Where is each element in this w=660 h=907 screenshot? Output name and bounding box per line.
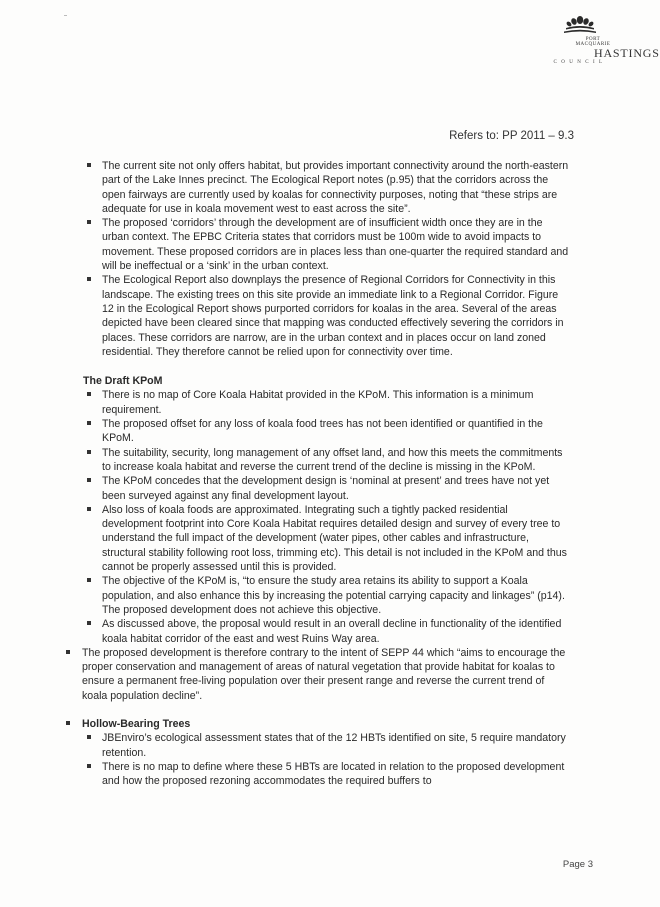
list-item-text: The suitability, security, long management of any offset land, and how this meets the commitments to increase koala habitat and reverse the current trend of the decline is missing in the KPoM. bbox=[102, 446, 563, 473]
list-item bbox=[56, 731, 570, 760]
list-item bbox=[56, 388, 570, 417]
bullet-icon bbox=[66, 650, 70, 654]
list-item bbox=[56, 273, 570, 359]
list-item bbox=[56, 446, 570, 475]
bullet-icon bbox=[87, 578, 91, 582]
scan-mark bbox=[64, 15, 67, 16]
bullet-icon bbox=[87, 507, 91, 511]
logo-line-2: HASTINGS bbox=[594, 46, 660, 60]
top-bullet-list bbox=[56, 159, 570, 359]
council-logo bbox=[548, 14, 660, 66]
logo-emblem-icon bbox=[560, 14, 600, 36]
list-item-text: The objective of the KPoM is, “to ensure the study area retains its ability to support a Koala population, and also enhance this by increasing the potential carrying capacity and linkages” (p14). The proposed development does not achieve this objective. bbox=[102, 575, 565, 616]
bullet-icon bbox=[87, 163, 91, 167]
list-item-text: Also loss of koala foods are approximated. Integrating such a tightly packed residential development footprint into Core Koala Habitat requires detailed design and survey of every tree to understand the full impact of the development (water pipes, other cables and infrastructure, structural stability following root loss, trimming etc). This detail is not included in the KPoM and thus cannot be properly assessed until this is provided. bbox=[102, 503, 567, 574]
list-item-text: The current site not only offers habitat, but provides important connectivity around the north-eastern part of the Lake Innes precinct. The Ecological Report notes (p.95) that the corridors across the open fairways are currently used by koalas for connectivity purposes, noting that “these strips are adequate for use in koala movement west to east across the site”. bbox=[102, 160, 569, 215]
list-item-text: The proposed ‘corridors’ through the development are of insufficient width once they are in the urban context. The EPBC Criteria states that corridors must be 100m wide to avoid impacts to movement. These proposed corridors are in places less than one-quarter the required standard and will be ineffectual or a ‘sink’ in the urban context. bbox=[102, 217, 569, 273]
list-item bbox=[56, 503, 570, 574]
list-item bbox=[56, 216, 570, 273]
list-item-text: The proposed development is therefore contrary to the intent of SEPP 44 which “aims to encourage the proper conservation and management of areas of natural vegetation that provide habitat for koalas to ensure a permanent free-living population over their present range and reverse the current trend of koala population decline”. bbox=[82, 646, 566, 702]
logo-line-3: COUNCIL bbox=[553, 60, 607, 65]
list-item bbox=[56, 646, 570, 703]
list-item bbox=[56, 617, 570, 646]
bullet-icon bbox=[87, 735, 91, 739]
list-item bbox=[56, 717, 570, 731]
list-item-text: The proposed offset for any loss of koala food trees has not been identified or quantified in the KPoM. bbox=[102, 418, 543, 445]
bullet-icon bbox=[87, 621, 91, 625]
list-item-text: As discussed above, the proposal would result in an overall decline in functionality of the identified koala habitat corridor of the east and west Ruins Way area. bbox=[102, 618, 562, 645]
list-item-text: The Ecological Report also downplays the presence of Regional Corridors for Connectivity in this landscape. The existing trees on this site provide an immediate link to a Regional Corridor. Figure 12 in the Ecological Report shows purported corridors for koalas in the area. Several of the areas depicted have been cleared since that mapping was conducted effectively severing the corridors in places. These corridors are narrow, are in the urban context and in places occur on land zoned residential. They therefore cannot be relied upon for connectivity over time. bbox=[102, 274, 564, 358]
document-body bbox=[56, 159, 570, 788]
bullet-icon bbox=[87, 220, 91, 224]
hbt-section bbox=[56, 717, 570, 731]
bullet-icon bbox=[87, 450, 91, 454]
bullet-icon bbox=[87, 392, 91, 396]
bullet-icon bbox=[87, 277, 91, 281]
logo-line-1: PORT MACQUARIE bbox=[575, 37, 611, 47]
list-item-text: The KPoM concedes that the development design is ‘nominal at present’ and trees have not yet been surveyed against any final development layout. bbox=[102, 475, 550, 502]
list-item bbox=[56, 417, 570, 446]
hbt-bullet-list bbox=[56, 731, 570, 788]
bullet-icon bbox=[66, 721, 70, 725]
page-number: Page 3 bbox=[562, 859, 593, 870]
bullet-icon bbox=[87, 478, 91, 482]
kpom-heading: The Draft KPoM bbox=[83, 375, 163, 388]
list-item bbox=[56, 574, 570, 617]
kpom-bullet-list bbox=[56, 388, 570, 645]
list-item bbox=[56, 474, 570, 503]
spacer bbox=[56, 703, 570, 717]
list-item-text: JBEnviro’s ecological assessment states that of the 12 HBTs identified on site, 5 require mandatory retention. bbox=[102, 732, 566, 759]
list-item-text: There is no map of Core Koala Habitat provided in the KPoM. This information is a minimum requirement. bbox=[102, 389, 534, 416]
list-item bbox=[56, 760, 570, 789]
list-item bbox=[56, 159, 570, 216]
bullet-icon bbox=[87, 421, 91, 425]
reference-number: Refers to: PP 2011 – 9.3 bbox=[449, 130, 574, 142]
sepp-bullet-list bbox=[56, 646, 570, 703]
bullet-icon bbox=[87, 764, 91, 768]
hbt-heading: Hollow-Bearing Trees bbox=[82, 717, 191, 730]
list-item-text: There is no map to define where these 5 HBTs are located in relation to the proposed development and how the proposed rezoning accommodates the required buffers to bbox=[102, 760, 565, 788]
